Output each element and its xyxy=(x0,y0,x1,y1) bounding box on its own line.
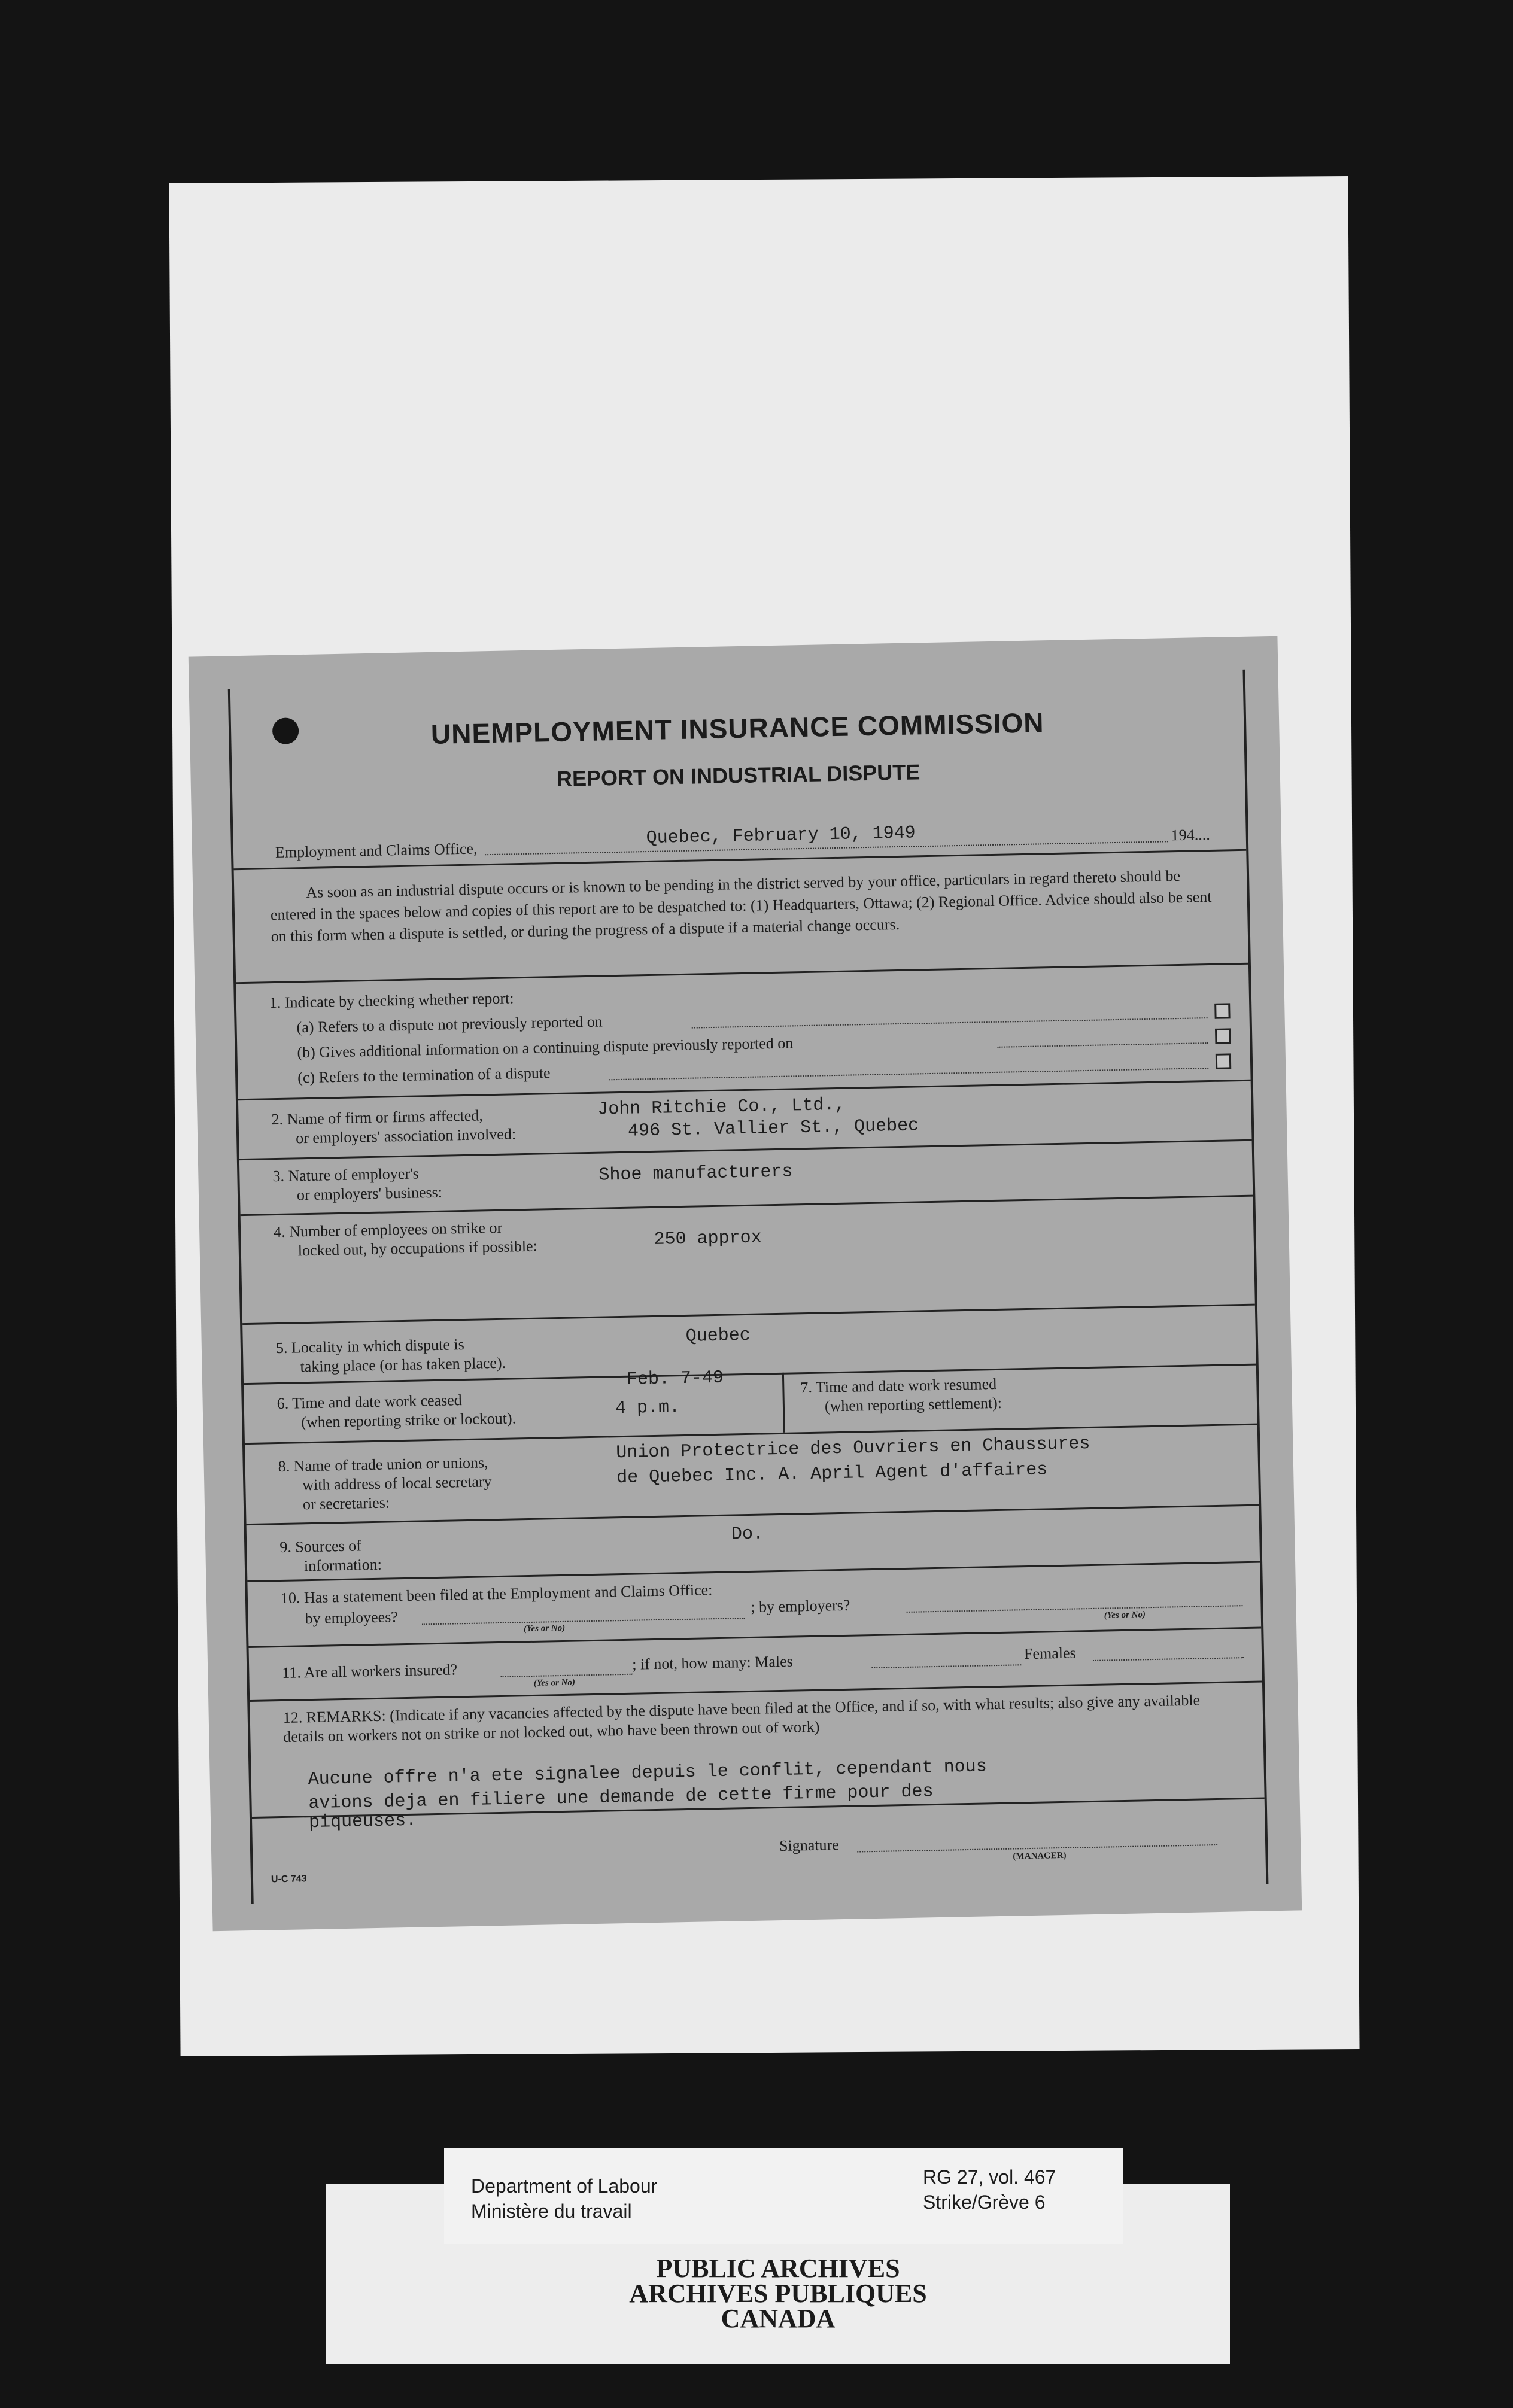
q5-label-2: taking place (or has taken place). xyxy=(300,1354,506,1376)
q11-females-label: Females xyxy=(1023,1644,1076,1663)
q4-label-1: 4. Number of employees on strike or xyxy=(273,1218,503,1241)
q11-males-field[interactable] xyxy=(871,1664,1021,1668)
q1-label: 1. Indicate by checking whether report: xyxy=(269,989,514,1012)
q3-value: Shoe manufacturers xyxy=(598,1162,793,1186)
q10-label: 10. Has a statement been filed at the Employment and Claims Office: xyxy=(280,1581,713,1607)
archives-stamp xyxy=(326,2256,1230,2331)
q6-q7-separator xyxy=(782,1373,785,1433)
q3-label-1: 3. Nature of employer's xyxy=(272,1165,420,1185)
office-value: Quebec, February 10, 1949 xyxy=(646,823,916,849)
q2-value-1: John Ritchie Co., Ltd., xyxy=(597,1094,846,1120)
year-suffix: 194.... xyxy=(1171,825,1211,844)
q12-remarks-label: 12. REMARKS: (Indicate if any vacancies affected by the dispute have been filed at the Office, and if so, with what results; also give any available details on workers not on strike or not locked out, who have been thrown out of work) xyxy=(282,1691,1201,1746)
q10-employees-label: by employees? xyxy=(305,1608,399,1628)
q6-value-1: Feb. 7-49 xyxy=(626,1367,724,1390)
q10-employees-yesno: (Yes or No) xyxy=(523,1623,566,1634)
q1-a-checkbox[interactable] xyxy=(1214,1003,1230,1018)
record-group-ref: RG 27, vol. 467 xyxy=(923,2166,1056,2188)
q3-label-2: or employers' business: xyxy=(296,1183,443,1204)
q5-value: Quebec xyxy=(685,1325,751,1347)
intro-paragraph: As soon as an industrial dispute occurs or is known to be pending in the district served by your office, particulars in regard thereto should be entered in the spaces below and copies of this report are to be despatched to: (1) Headquarters, Ottawa; (2) Regional Office. Advice should also be sent on this form when a dispute is settled, or during the progress of a dispute if a material change occurs. xyxy=(270,866,1212,945)
q5-label-1: 5. Locality in which dispute is xyxy=(275,1336,464,1357)
q1-b-dotline xyxy=(997,1042,1208,1048)
q11-yesno: (Yes or No) xyxy=(533,1677,576,1688)
dept-french: Ministère du travail xyxy=(471,2200,632,2222)
archives-line-2: ARCHIVES PUBLIQUES xyxy=(629,2279,927,2308)
q2-value-2: 496 St. Vallier St., Quebec xyxy=(627,1115,919,1142)
q11-if-not-label: ; if not, how many: Males xyxy=(631,1652,794,1673)
q1-a-dotline xyxy=(692,1017,1208,1029)
divider xyxy=(247,1561,1260,1582)
archive-reference-card xyxy=(444,2148,1123,2244)
q1-option-a: (a) Refers to a dispute not previously reported on xyxy=(296,1013,603,1036)
q7-label-1: 7. Time and date work resumed xyxy=(800,1375,997,1397)
q8-label-3: or secretaries: xyxy=(302,1494,390,1513)
q1-c-checkbox[interactable] xyxy=(1216,1053,1231,1069)
q8-label-1: 8. Name of trade union or unions, xyxy=(278,1454,488,1476)
archives-line-3: CANADA xyxy=(721,2304,836,2333)
divider xyxy=(248,1627,1261,1648)
archives-line-1: PUBLIC ARCHIVES xyxy=(656,2254,900,2283)
q10-employees-field[interactable] xyxy=(422,1618,745,1625)
q1-b-checkbox[interactable] xyxy=(1215,1028,1231,1044)
strike-ref: Strike/Grève 6 xyxy=(923,2191,1046,2213)
manager-caption: (MANAGER) xyxy=(1013,1850,1067,1862)
q4-value: 250 approx xyxy=(654,1227,762,1250)
form-frame xyxy=(228,670,1269,1904)
q1-c-dotline xyxy=(609,1068,1208,1080)
q11-insured-field[interactable] xyxy=(501,1674,633,1677)
dispute-report-form xyxy=(189,636,1302,1932)
q2-label-2: or employers' association involved: xyxy=(295,1125,517,1147)
divider xyxy=(236,963,1248,984)
q1-option-b: (b) Gives additional information on a continuing dispute previously reported on xyxy=(297,1034,794,1062)
q10-employers-field[interactable] xyxy=(907,1605,1243,1613)
form-subtitle: REPORT ON INDUSTRIAL DISPUTE xyxy=(556,759,920,791)
q12-value-2: avions deja en filiere une demande de cette firme pour des xyxy=(308,1781,934,1814)
q9-value: Do. xyxy=(731,1524,764,1545)
q6-value-2: 4 p.m. xyxy=(615,1397,680,1419)
dept-english: Department of Labour xyxy=(471,2175,658,2197)
form-title: UNEMPLOYMENT INSURANCE COMMISSION xyxy=(430,707,1044,750)
q2-label-1: 2. Name of firm or firms affected, xyxy=(271,1106,484,1129)
q11-label: 11. Are all workers insured? xyxy=(282,1661,458,1682)
q6-label-2: (when reporting strike or lockout). xyxy=(301,1409,517,1431)
divider xyxy=(247,1504,1259,1525)
q7-label-2: (when reporting settlement): xyxy=(824,1394,1002,1415)
q11-females-field[interactable] xyxy=(1093,1657,1244,1661)
q6-label-1: 6. Time and date work ceased xyxy=(277,1391,462,1413)
q10-employers-yesno: (Yes or No) xyxy=(1104,1610,1146,1620)
signature-label: Signature xyxy=(779,1836,839,1855)
q4-label-2: locked out, by occupations if possible: xyxy=(297,1237,538,1260)
form-code: U-C 743 xyxy=(271,1874,307,1885)
q9-label-2: information: xyxy=(303,1555,382,1575)
q9-label-1: 9. Sources of xyxy=(279,1537,362,1556)
office-label: Employment and Claims Office, xyxy=(275,840,478,861)
q8-value-1: Union Protectrice des Ouvriers en Chaussures xyxy=(616,1433,1090,1464)
q12-value-1: Aucune offre n'a ete signalee depuis le conflit, cependant nous xyxy=(308,1756,988,1790)
q8-value-2: de Quebec Inc. A. April Agent d'affaires xyxy=(616,1460,1048,1489)
q10-employers-label: ; by employers? xyxy=(751,1596,850,1616)
q12-value-3: piqueuses. xyxy=(308,1810,417,1834)
q1-option-c: (c) Refers to the termination of a dispute xyxy=(297,1064,551,1087)
q8-label-2: with address of local secretary xyxy=(302,1473,492,1494)
divider xyxy=(242,1304,1255,1325)
